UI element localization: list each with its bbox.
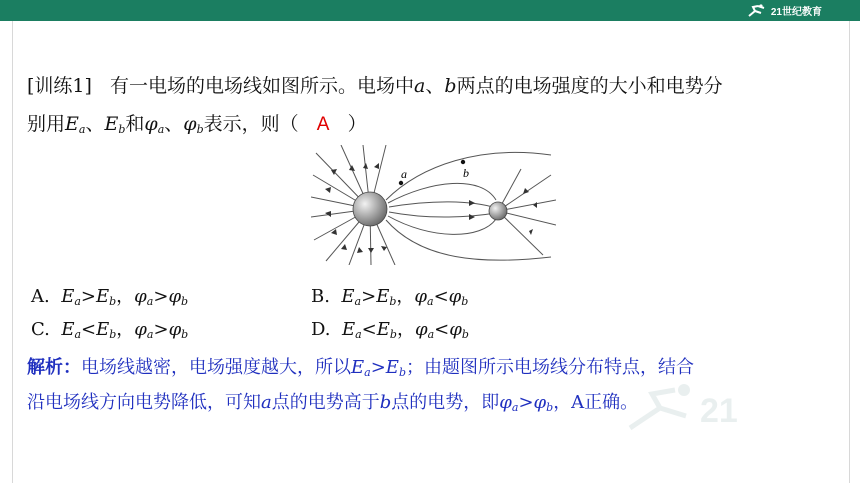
question-prefix: 别用 <box>27 113 66 135</box>
svg-text:21: 21 <box>700 392 738 430</box>
question-line-2: 别用$E_a$、$E_b$和$\varphi_a$、$\varphi_b$表示，则（ A ） <box>27 113 367 136</box>
question-tag: [训练1] <box>27 75 92 97</box>
runner-icon <box>746 4 768 18</box>
analysis-line-1: 解析：电场线越密，电场强度越大，所以$E_a>E_b$；由题图所示电场线分布特点，结合 <box>27 357 694 379</box>
analysis-label: 解析： <box>27 357 81 378</box>
top-banner <box>0 0 860 21</box>
brand-logo <box>746 2 822 19</box>
analysis-line-2: 沿电场线方向电势降低，可知a点的电势高于b点的电势，即$\varphi_a>\varphi_b$，A正确。 <box>27 392 639 414</box>
question-suffix: 表示，则（ <box>203 113 299 135</box>
option-a: A. $E_a>E_b$，$\varphi_a>\varphi_b$ <box>31 286 189 308</box>
point-a-label: a <box>401 167 407 181</box>
small-charge <box>489 202 507 220</box>
electric-field-figure <box>311 145 556 265</box>
option-d: D. $E_a<E_b$，$\varphi_a<\varphi_b$ <box>311 319 469 341</box>
option-letter: D. <box>311 319 331 340</box>
brand-text: 21世纪教育 <box>770 7 822 18</box>
option-letter: C. <box>31 319 50 340</box>
option-letter: A. <box>31 286 50 307</box>
option-letter: B. <box>311 286 330 307</box>
large-charge <box>353 192 387 226</box>
answer-text: A <box>316 114 330 135</box>
question-line-1: [训练1] 有一电场的电场线如图所示。电场中a、b两点的电场强度的大小和电势分 <box>27 75 723 97</box>
point-b-label: b <box>463 166 469 180</box>
point-b-dot <box>461 160 465 164</box>
point-a-dot <box>399 181 403 185</box>
question-close: ） <box>347 113 367 135</box>
watermark-logo <box>620 380 820 440</box>
option-b: B. $E_a>E_b$，$\varphi_a<\varphi_b$ <box>311 286 469 308</box>
option-c: C. $E_a<E_b$，$\varphi_a>\varphi_b$ <box>31 319 189 341</box>
